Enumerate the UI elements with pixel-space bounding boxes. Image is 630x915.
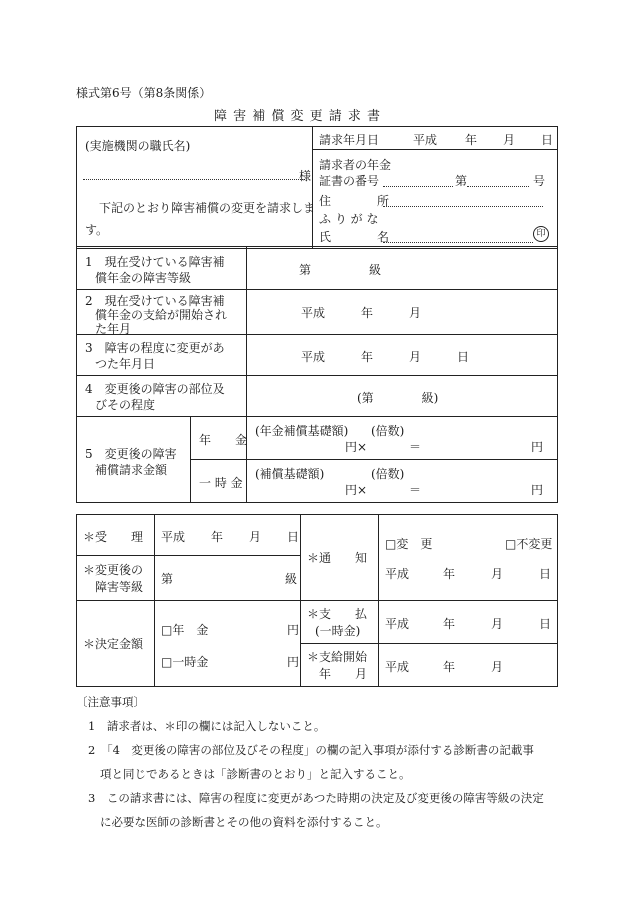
note-2b: 項と同じであるときは「診断書のとおり」と記入すること。	[100, 767, 411, 781]
row1-kyu: 級	[369, 263, 382, 277]
address-label-1: 住	[319, 194, 332, 208]
grade-label-1: ＊変更後の	[83, 563, 144, 577]
row1-label-1: 1 現在受けている障害補	[85, 255, 225, 269]
decision-value-cell[interactable]	[155, 601, 301, 687]
row3-label-1: 3 障害の程度に変更があ	[85, 341, 225, 355]
address-line[interactable]	[383, 206, 543, 207]
row2-label-cell	[77, 290, 247, 335]
row2-label-1: 2 現在受けている障害補	[85, 294, 225, 308]
address-label-2: 所	[377, 194, 390, 208]
notice-label: ＊通 知	[307, 551, 368, 565]
note-3b: に必要な医師の診断書とその他の資料を添付すること。	[100, 815, 388, 829]
row3-era: 平成	[301, 350, 326, 364]
request-date-cell[interactable]	[313, 127, 558, 150]
receipt-date-cell[interactable]	[155, 515, 301, 556]
row3-label-2: つた年月日	[95, 357, 156, 371]
row3-year: 年	[361, 350, 374, 364]
start-era: 平成	[385, 660, 410, 674]
start-label-1: ＊支給開始	[307, 650, 368, 664]
payment-era: 平成	[385, 617, 410, 631]
row5-label-2: 補償請求金額	[95, 463, 168, 477]
pension-dai: 第	[455, 174, 468, 188]
row3-day: 日	[457, 350, 470, 364]
change-details-table	[76, 246, 558, 503]
pension-number-line-1[interactable]	[383, 186, 453, 187]
start-month: 月	[491, 660, 504, 674]
row5-ichiji-value-cell[interactable]	[247, 460, 558, 503]
receipt-month: 月	[249, 530, 262, 544]
claimant-cell	[313, 150, 558, 249]
note-3a: 3 この請求書には、障害の程度に変更があつた時期の決定及び変更後の障害等級の決定	[88, 791, 544, 805]
notice-era: 平成	[385, 567, 410, 581]
notice-nochange-checkbox[interactable]: □不変更	[505, 537, 553, 551]
row5-nenkin-label-cell	[191, 417, 247, 460]
notes-heading: 〔注意事項〕	[76, 695, 145, 709]
notice-month: 月	[491, 567, 504, 581]
row5-label-cell	[77, 417, 191, 503]
grade-value-cell[interactable]	[155, 556, 301, 601]
request-text-1: 下記のとおり障害補償の変更を請求しま	[99, 201, 316, 215]
payment-date-cell[interactable]	[379, 601, 558, 644]
row3-month: 月	[409, 350, 422, 364]
row5-ichiji-bai: (倍数)	[371, 467, 405, 481]
grade-dai: 第	[161, 572, 174, 586]
row1-value-cell[interactable]	[247, 247, 558, 290]
row1-label-cell	[77, 247, 247, 290]
receipt-year: 年	[211, 530, 224, 544]
payment-month: 月	[491, 617, 504, 631]
request-date-year: 年	[465, 133, 478, 147]
office-use-table	[76, 514, 558, 687]
row2-year: 年	[361, 306, 374, 320]
grade-kyu: 級	[285, 572, 298, 586]
notice-year: 年	[443, 567, 456, 581]
notice-change-checkbox[interactable]: □変 更	[385, 537, 433, 551]
start-label-2: 年 月	[319, 667, 368, 681]
row2-value-cell[interactable]	[247, 290, 558, 335]
payment-year: 年	[443, 617, 456, 631]
row5-nenkin-label: 年 金	[199, 433, 248, 447]
row5-ichiji-en: 円	[531, 483, 544, 497]
row1-label-2: 償年金の障害等級	[95, 271, 192, 285]
decision-ichiji-en: 円	[287, 655, 300, 669]
payment-label-cell	[301, 601, 379, 644]
decision-label-cell	[77, 601, 155, 687]
row5-nenkin-value-cell[interactable]	[247, 417, 558, 460]
row5-nenkin-bai: (倍数)	[371, 424, 405, 438]
row2-label-2: 償年金の支給が開始され	[95, 308, 228, 322]
recipient-cell	[77, 127, 316, 249]
row5-nenkin-en: 円	[531, 440, 544, 454]
row4-value-cell[interactable]	[247, 376, 558, 417]
note-2a: 2 「4 変更後の障害の部位及びその程度」の欄の記入事項が添付する診断書の記載事	[88, 743, 534, 757]
pension-number-line-2[interactable]	[467, 186, 529, 187]
notice-value-cell[interactable]	[379, 515, 558, 601]
notice-label-cell	[301, 515, 379, 601]
request-date-era: 平成	[413, 133, 438, 147]
furigana-label: ふ り が な	[319, 212, 379, 226]
decision-label: ＊決定金額	[83, 637, 144, 651]
request-date-month: 月	[503, 133, 516, 147]
grade-label-cell	[77, 556, 155, 601]
row5-ichiji-label: 一 時 金	[199, 476, 243, 490]
org-name-line[interactable]	[83, 179, 305, 180]
row5-ichiji-label-cell	[191, 460, 247, 503]
pension-label-2: 証書の番号	[319, 174, 380, 188]
row5-ichiji-equals: ＝	[409, 483, 422, 497]
receipt-day: 日	[287, 530, 300, 544]
request-text-2: す。	[85, 223, 109, 237]
row5-nenkin-equals: ＝	[409, 440, 422, 454]
row5-nenkin-en-times: 円×	[345, 440, 368, 454]
name-label-1: 氏	[319, 230, 332, 244]
row4-label-cell	[77, 376, 247, 417]
start-year: 年	[443, 660, 456, 674]
pension-label-1: 請求者の年金	[319, 158, 392, 172]
form-title: 障 害 補 償 変 更 請 求 書	[214, 109, 382, 124]
org-label: (実施機関の職氏名)	[85, 139, 191, 153]
row3-value-cell[interactable]	[247, 335, 558, 376]
row4-label-1: 4 変更後の障害の部位及	[85, 382, 225, 396]
row2-label-3: た年月	[95, 322, 132, 336]
notice-day: 日	[539, 567, 552, 581]
row3-label-cell	[77, 335, 247, 376]
row1-dai: 第	[299, 263, 312, 277]
seal-mark: 印	[533, 226, 549, 242]
name-line[interactable]	[383, 242, 533, 243]
row5-label-1: 5 変更後の障害	[85, 447, 177, 461]
request-date-label: 請求年月日	[319, 133, 380, 147]
row4-grade: (第 級)	[357, 391, 439, 405]
start-date-cell[interactable]	[379, 644, 558, 687]
row2-era: 平成	[301, 306, 326, 320]
receipt-label-cell	[77, 515, 155, 556]
decision-nenkin-en: 円	[287, 623, 300, 637]
row5-ichiji-base: (補償基礎額)	[255, 467, 325, 481]
name-label-2: 名	[377, 230, 390, 244]
payment-label-2: (一時金)	[315, 624, 361, 638]
sama-label: 様	[299, 169, 312, 183]
row5-ichiji-en-times: 円×	[345, 483, 368, 497]
row2-month: 月	[409, 306, 422, 320]
decision-ichiji-option[interactable]: □一時金	[161, 655, 209, 669]
form-number: 様式第6号（第8条関係）	[76, 86, 212, 100]
row5-nenkin-base: (年金補償基礎額)	[255, 424, 349, 438]
receipt-era: 平成	[161, 530, 186, 544]
decision-nenkin-option[interactable]: □年 金	[161, 623, 209, 637]
grade-label-2: 障害等級	[95, 580, 144, 594]
payment-day: 日	[539, 617, 552, 631]
payment-label-1: ＊支 払	[307, 607, 368, 621]
start-label-cell	[301, 644, 379, 687]
note-1: 1 請求者は、＊印の欄には記入しないこと。	[88, 719, 326, 733]
row4-label-2: びその程度	[95, 398, 156, 412]
request-header-table	[76, 126, 558, 249]
receipt-label: ＊受 理	[83, 530, 144, 544]
pension-go: 号	[533, 174, 546, 188]
request-date-day: 日	[541, 133, 554, 147]
